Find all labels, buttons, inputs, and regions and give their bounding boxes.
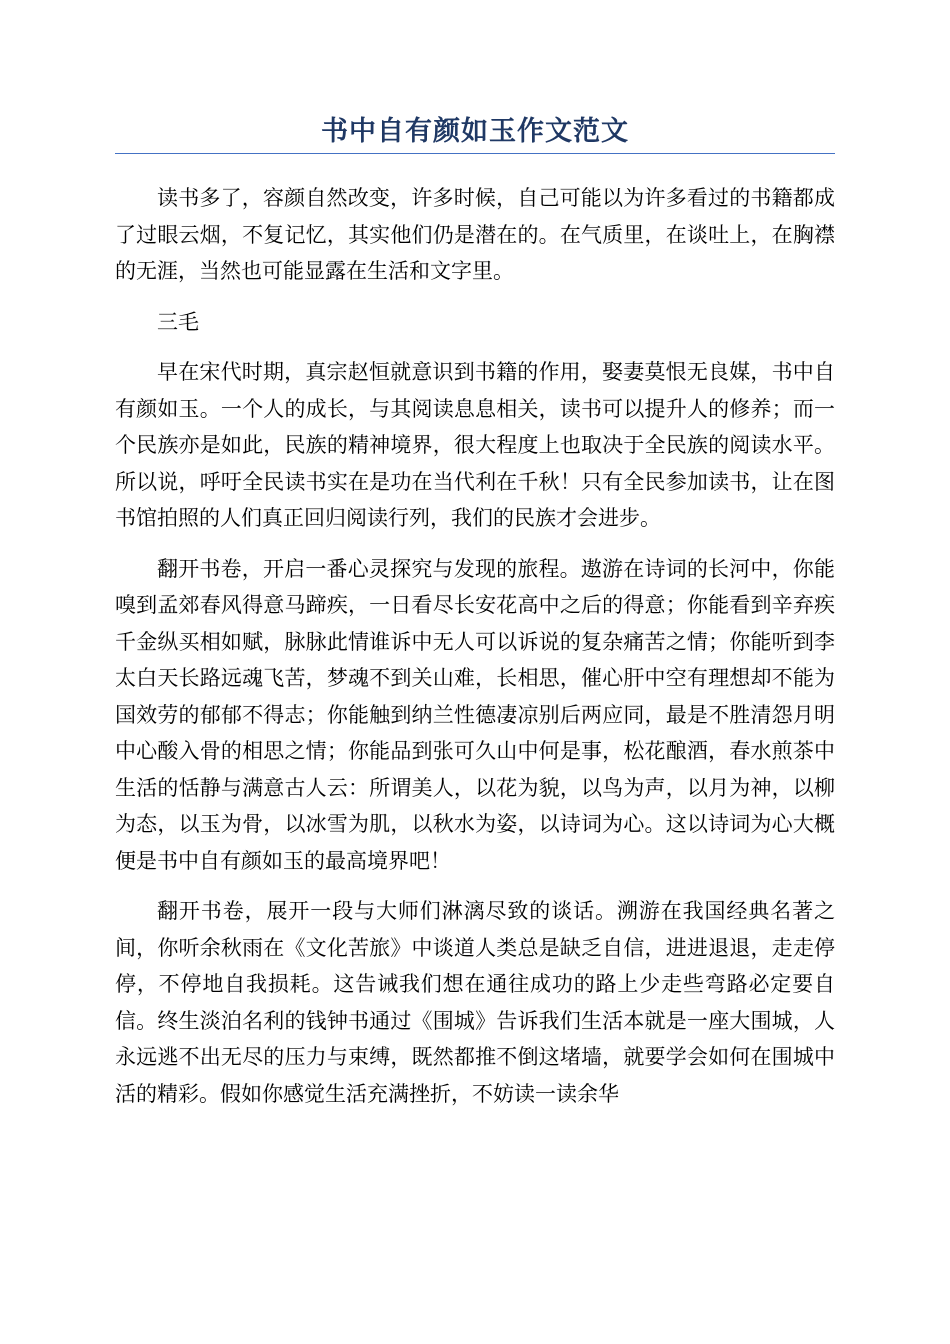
document-body xyxy=(115,180,835,1112)
document-title: 书中自有颜如玉作文范文 xyxy=(321,116,629,147)
document-page xyxy=(115,112,835,1126)
paragraph: 翻开书卷，展开一段与大师们淋漓尽致的谈话。溯游在我国经典名著之间，你听余秋雨在《文化苦旅》中谈道人类总是缺乏自信，进进退退，走走停停，不停地自我损耗。这告诫我们想在通往成功的路上少走些弯路必定要自信。终生淡泊名利的钱钟书通过《围城》告诉我们生活本就是一座大围城，人永远逃不出无尽的压力与束缚，既然都推不倒这堵墙，就要学会如何在围城中活的精彩。假如你感觉生活充满挫折，不妨读一读余华 xyxy=(115,899,835,1106)
paragraph-attribution: 三毛 xyxy=(157,309,199,334)
paragraph: 读书多了，容颜自然改变，许多时候，自己可能以为许多看过的书籍都成了过眼云烟，不复记忆，其实他们仍是潜在的。在气质里，在谈吐上，在胸襟的无涯，当然也可能显露在生活和文字里。 xyxy=(115,186,835,283)
paragraph: 早在宋代时期，真宗赵恒就意识到书籍的作用，娶妻莫恨无良媒，书中自有颜如玉。一个人的成长，与其阅读息息相关，读书可以提升人的修养；而一个民族亦是如此，民族的精神境界，很大程度上也取决于全民族的阅读水平。所以说，呼吁全民读书实在是功在当代利在千秋！只有全民参加读书，让在图书馆拍照的人们真正回归阅读行列，我们的民族才会进步。 xyxy=(115,360,835,530)
title-underline xyxy=(115,153,835,154)
paragraph: 翻开书卷，开启一番心灵探究与发现的旅程。遨游在诗词的长河中，你能嗅到孟郊春风得意马蹄疾，一日看尽长安花高中之后的得意；你能看到辛弃疾千金纵买相如赋，脉脉此情谁诉中无人可以诉说的复杂痛苦之情；你能听到李太白天长路远魂飞苦，梦魂不到关山难，长相思，催心肝中空有理想却不能为国效劳的郁郁不得志；你能触到纳兰性德凄凉别后两应同，最是不胜清怨月明中心酸入骨的相思之情；你能品到张可久山中何是事，松花酿酒，春水煎茶中生活的恬静与满意古人云：所谓美人，以花为貌，以鸟为声，以月为神，以柳为态，以玉为骨，以冰雪为肌，以秋水为姿，以诗词为心。这以诗词为心大概便是书中自有颜如玉的最高境界吧！ xyxy=(115,556,835,873)
